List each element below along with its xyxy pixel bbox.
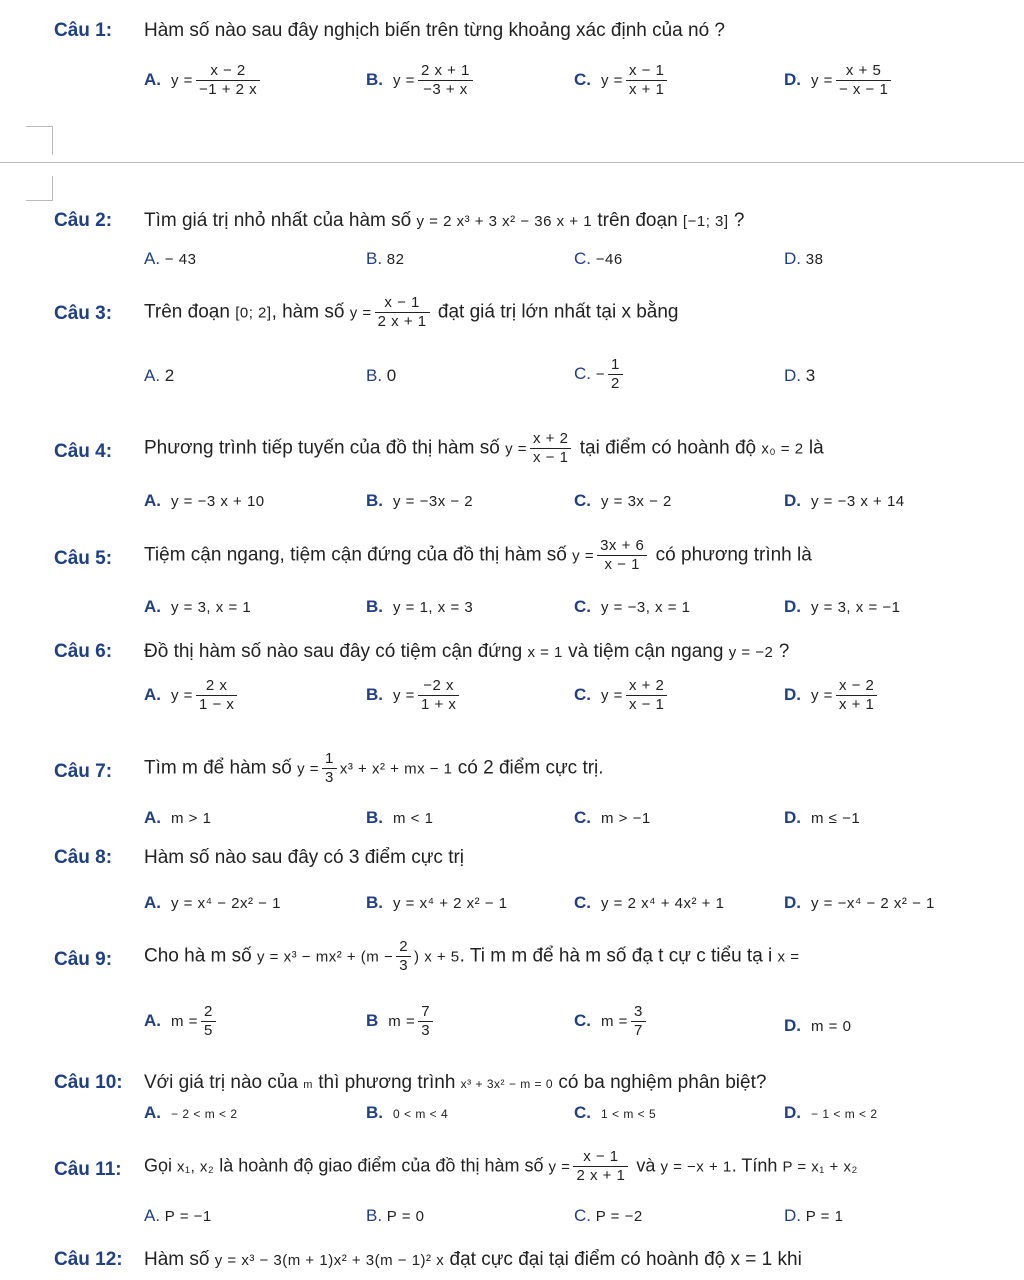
- question-number: Câu 4:: [54, 441, 113, 462]
- option-a[interactable]: A. P = −1: [144, 1206, 212, 1225]
- question-number: Câu 8:: [54, 847, 113, 868]
- option-b[interactable]: B. 0 < m < 4: [366, 1103, 449, 1122]
- question-number: Câu 11:: [54, 1159, 122, 1180]
- option-a[interactable]: A. m > 1: [144, 808, 212, 827]
- option-d[interactable]: D. − 1 < m < 2: [784, 1103, 878, 1122]
- question-text: Hàm số y = x³ − 3(m + 1)x² + 3(m − 1)² x đạt cực đại tại điểm có hoành độ x = 1 khi: [144, 1249, 802, 1270]
- option-d[interactable]: D. y = $\frac{x - 2}{x + 1}$: [784, 677, 880, 714]
- option-a[interactable]: A. 2: [144, 366, 175, 385]
- option-a[interactable]: A. y = $\frac{2 x}{1 - x}$: [144, 677, 240, 714]
- option-c[interactable]: C. y = 2 x⁴ + 4x² + 1: [574, 893, 725, 912]
- option-b[interactable]: B. 0: [366, 366, 397, 385]
- crop-mark-top: [26, 126, 53, 155]
- option-c[interactable]: C. m > −1: [574, 808, 651, 827]
- option-c[interactable]: C. P = −2: [574, 1206, 643, 1225]
- question-number: Câu 2:: [54, 210, 113, 231]
- option-d[interactable]: D. 3: [784, 366, 816, 385]
- option-a[interactable]: A. − 43: [144, 249, 197, 268]
- option-d[interactable]: D. m = 0: [784, 1016, 852, 1035]
- option-c[interactable]: C. y = $\frac{x + 2}{x - 1}$: [574, 677, 670, 714]
- option-b[interactable]: B. m < 1: [366, 808, 434, 827]
- question-text: Phương trình tiếp tuyến của đồ thị hàm số y = $\frac{x + 2}{x - 1}$ tại điểm có hoành độ x₀ = 2 là: [144, 430, 824, 466]
- option-a[interactable]: A. y = 3, x = 1: [144, 597, 252, 616]
- option-a[interactable]: A. y = −3 x + 10: [144, 491, 265, 510]
- option-c[interactable]: C. y = $\frac{x - 1}{x + 1}$: [574, 62, 670, 99]
- option-c[interactable]: C. 1 < m < 5: [574, 1103, 657, 1122]
- option-b[interactable]: B. 82: [366, 249, 405, 268]
- question-number: Câu 7:: [54, 761, 113, 782]
- option-d[interactable]: D. y = −x⁴ − 2 x² − 1: [784, 893, 935, 912]
- option-c[interactable]: C. −46: [574, 249, 623, 268]
- question-number: Câu 10:: [54, 1072, 123, 1093]
- option-b[interactable]: B m = $\frac{7}{3}$: [366, 1003, 436, 1040]
- question-text: Hàm số nào sau đây nghịch biến trên từng khoảng xác định của nó ?: [144, 20, 725, 41]
- option-d[interactable]: D. y = $\frac{x + 5}{- x - 1}$: [784, 62, 894, 99]
- option-d[interactable]: D. 38: [784, 249, 824, 268]
- option-d[interactable]: D. m ≤ −1: [784, 808, 861, 827]
- question-number: Câu 9:: [54, 949, 113, 970]
- option-c[interactable]: C. m = $\frac{3}{7}$: [574, 1003, 649, 1040]
- question-text: Tìm m để hàm số y = $\frac{1}{3}$ x³ + x² + mx − 1 có 2 điểm cực trị.: [144, 750, 604, 786]
- option-b[interactable]: B. y = −3x − 2: [366, 491, 474, 510]
- option-b[interactable]: B. y = $\frac{2 x + 1}{-3 + x}$: [366, 62, 476, 99]
- option-b[interactable]: B. y = x⁴ + 2 x² − 1: [366, 893, 508, 912]
- option-d[interactable]: D. P = 1: [784, 1206, 844, 1225]
- option-d[interactable]: D. y = 3, x = −1: [784, 597, 901, 616]
- question-text: Tìm giá trị nhỏ nhất của hàm số y = 2 x³ + 3 x² − 36 x + 1 trên đoạn [−1; 3] ?: [144, 210, 745, 231]
- question-text: Gọi x₁, x₂ là hoành độ giao điểm của đồ thị hàm số y = $\frac{x - 1}{2 x + 1}$ và y = −x + 1. Tính P = x₁ + x₂: [144, 1148, 858, 1184]
- question-text: Đồ thị hàm số nào sau đây có tiệm cận đứng x = 1 và tiệm cận ngang y = −2 ?: [144, 641, 790, 662]
- question-text: Tiệm cận ngang, tiệm cận đứng của đồ thị hàm số y = $\frac{3x + 6}{x - 1}$ có phương trình là: [144, 537, 812, 573]
- option-b[interactable]: B. P = 0: [366, 1206, 425, 1225]
- option-b[interactable]: B. y = 1, x = 3: [366, 597, 474, 616]
- question-text: Với giá trị nào của m thì phương trình x³ + 3x² − m = 0 có ba nghiệm phân biệt?: [144, 1072, 767, 1093]
- option-d[interactable]: D. y = −3 x + 14: [784, 491, 905, 510]
- option-a[interactable]: A. y = $\frac{x - 2}{-1 + 2 x}$: [144, 62, 263, 99]
- option-c[interactable]: C. y = 3x − 2: [574, 491, 672, 510]
- question-text: Cho hà m số y = x³ − mx² + (m − $\frac{2}{3}$ ) x + 5. Ti m m để hà m số đạ t cự c tiểu tạ i x =: [144, 938, 800, 974]
- option-c[interactable]: C. − $\frac{1}{2}$: [574, 356, 626, 393]
- question-number: Câu 5:: [54, 548, 113, 569]
- option-b[interactable]: B. y = $\frac{-2 x}{1 + x}$: [366, 677, 462, 714]
- question-text: Hàm số nào sau đây có 3 điểm cực trị: [144, 847, 465, 868]
- question-number: Câu 6:: [54, 641, 113, 662]
- question-text: Trên đoạn [0; 2], hàm số y = $\frac{x - 1}{2 x + 1}$ đạt giá trị lớn nhất tại x bằng: [144, 294, 679, 330]
- option-a[interactable]: A. m = $\frac{2}{5}$: [144, 1003, 219, 1040]
- option-c[interactable]: C. y = −3, x = 1: [574, 597, 691, 616]
- page-divider: [0, 162, 1024, 163]
- crop-mark-bottom: [26, 176, 53, 201]
- question-number: Câu 1:: [54, 20, 113, 41]
- question-number: Câu 3:: [54, 303, 113, 324]
- option-a[interactable]: A. − 2 < m < 2: [144, 1103, 238, 1122]
- question-number: Câu 12:: [54, 1249, 123, 1270]
- option-a[interactable]: A. y = x⁴ − 2x² − 1: [144, 893, 281, 912]
